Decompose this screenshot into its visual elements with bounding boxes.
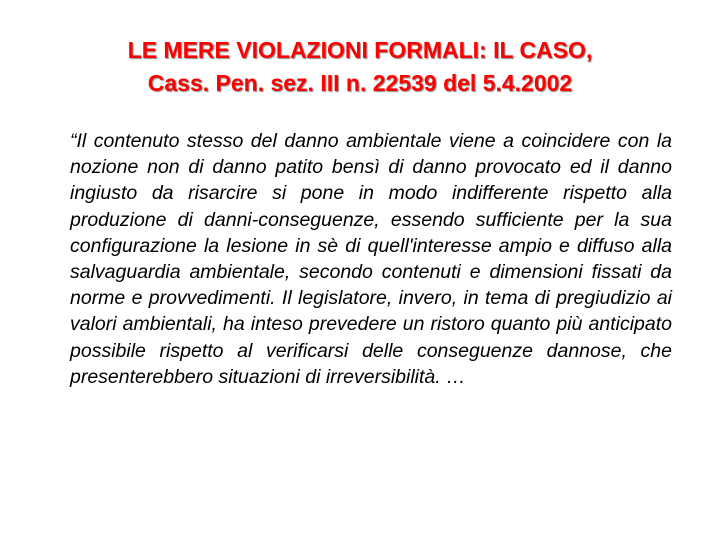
quote-paragraph: “Il contenuto stesso del danno ambientale viene a coincidere con la nozione non di danno patito bensì di danno provocato ed il danno ingiusto da risarcire si pone in modo indifferente rispetto alla produzione di danni-conseguenze, essendo sufficiente per la sua configurazione la lesione in sè di quell'interesse ampio e diffuso alla salvaguardia ambientale, secondo contenuti e dimensioni fissati da norme e provvedimenti. Il legislatore, invero, in tema di pregiudizio ai valori ambientali, ha inteso prevedere un ristoro quanto più anticipato possibile rispetto al verificarsi delle conseguenze dannose, che presenterebbero situazioni di irreversibilità. … (70, 130, 672, 388)
slide-title (40, 34, 680, 100)
title-line-2: Cass. Pen. sez. III n. 22539 del 5.4.2002 (147, 70, 573, 96)
title-line-1: LE MERE VIOLAZIONI FORMALI: IL CASO, (127, 37, 593, 63)
